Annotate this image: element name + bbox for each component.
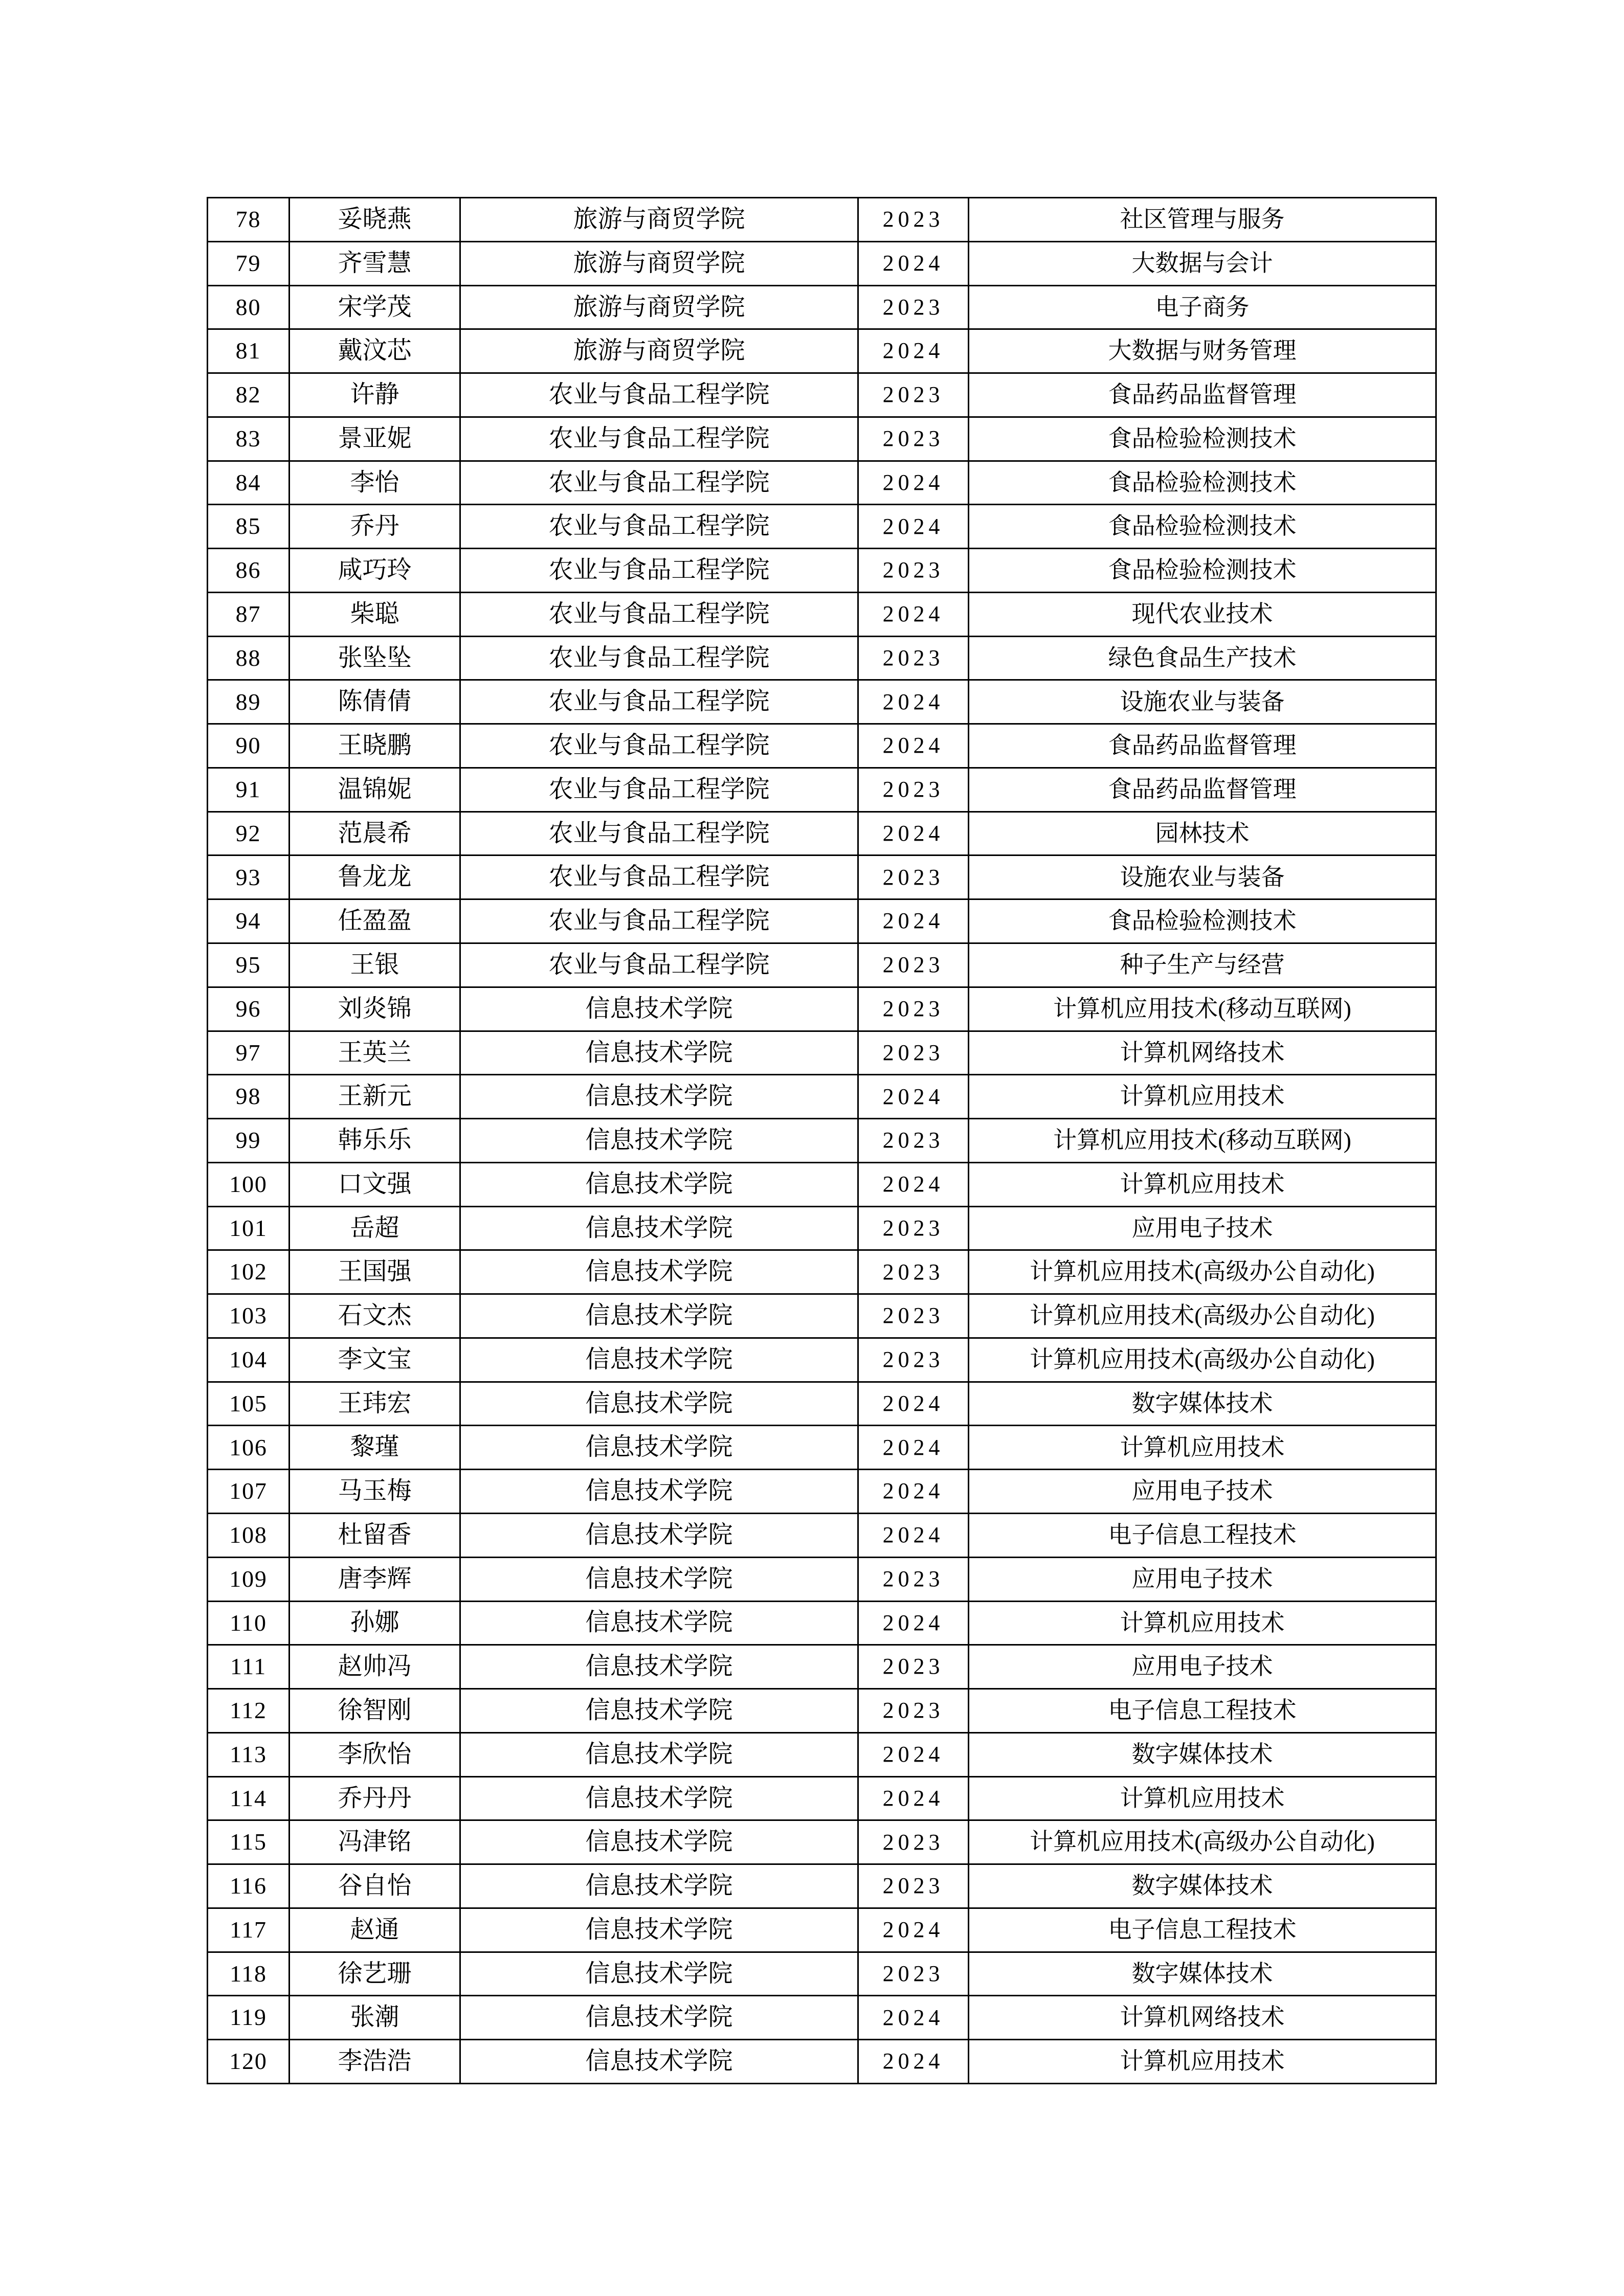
- cell-year: 2023: [858, 373, 969, 417]
- cell-major: 数字媒体技术: [969, 1952, 1436, 1996]
- table-row: [208, 1776, 1436, 1820]
- cell-major: 数字媒体技术: [969, 1382, 1436, 1426]
- cell-major: 计算机应用技术(移动互联网): [969, 987, 1436, 1031]
- cell-major: 计算机应用技术: [969, 1776, 1436, 1820]
- cell-name: 张坠坠: [290, 636, 460, 680]
- cell-major: 计算机应用技术(高级办公自动化): [969, 1250, 1436, 1294]
- cell-college: 农业与食品工程学院: [460, 943, 858, 987]
- table-row: [208, 1075, 1436, 1119]
- cell-name: 李怡: [290, 461, 460, 505]
- cell-major: 计算机应用技术(高级办公自动化): [969, 1338, 1436, 1382]
- cell-name: 孙娜: [290, 1601, 460, 1645]
- cell-year: 2023: [858, 1119, 969, 1163]
- cell-year: 2024: [858, 812, 969, 856]
- cell-college: 信息技术学院: [460, 1732, 858, 1776]
- table-row: [208, 285, 1436, 329]
- cell-major: 食品检验检测技术: [969, 417, 1436, 461]
- cell-name: 李浩浩: [290, 2040, 460, 2084]
- cell-no: 118: [208, 1952, 290, 1996]
- cell-year: 2023: [858, 1031, 969, 1075]
- cell-year: 2023: [858, 285, 969, 329]
- cell-year: 2024: [858, 1908, 969, 1952]
- cell-college: 信息技术学院: [460, 1689, 858, 1733]
- cell-year: 2023: [858, 856, 969, 899]
- cell-name: 范晨希: [290, 812, 460, 856]
- cell-college: 信息技术学院: [460, 1908, 858, 1952]
- cell-college: 信息技术学院: [460, 1206, 858, 1250]
- table-row: [208, 724, 1436, 768]
- cell-college: 信息技术学院: [460, 1031, 858, 1075]
- cell-major: 食品药品监督管理: [969, 768, 1436, 812]
- cell-year: 2023: [858, 1645, 969, 1689]
- cell-no: 84: [208, 461, 290, 505]
- cell-college: 信息技术学院: [460, 2040, 858, 2084]
- cell-no: 97: [208, 1031, 290, 1075]
- cell-college: 信息技术学院: [460, 1513, 858, 1557]
- table-row: [208, 1470, 1436, 1514]
- table-row: [208, 1908, 1436, 1952]
- cell-year: 2023: [858, 987, 969, 1031]
- cell-name: 张潮: [290, 1996, 460, 2040]
- cell-college: 信息技术学院: [460, 1470, 858, 1514]
- cell-major: 绿色食品生产技术: [969, 636, 1436, 680]
- cell-no: 107: [208, 1470, 290, 1514]
- cell-major: 计算机应用技术: [969, 1601, 1436, 1645]
- cell-year: 2024: [858, 241, 969, 285]
- cell-major: 电子信息工程技术: [969, 1513, 1436, 1557]
- cell-major: 种子生产与经营: [969, 943, 1436, 987]
- cell-no: 80: [208, 285, 290, 329]
- cell-year: 2024: [858, 1513, 969, 1557]
- cell-year: 2023: [858, 1689, 969, 1733]
- table-row: [208, 1119, 1436, 1163]
- cell-name: 赵通: [290, 1908, 460, 1952]
- cell-name: 冯津铭: [290, 1820, 460, 1864]
- cell-college: 信息技术学院: [460, 1338, 858, 1382]
- cell-name: 乔丹丹: [290, 1776, 460, 1820]
- cell-year: 2023: [858, 1820, 969, 1864]
- cell-no: 115: [208, 1820, 290, 1864]
- cell-no: 82: [208, 373, 290, 417]
- cell-name: 谷自怡: [290, 1864, 460, 1908]
- cell-name: 王国强: [290, 1250, 460, 1294]
- cell-major: 电子信息工程技术: [969, 1689, 1436, 1733]
- cell-name: 唐李辉: [290, 1557, 460, 1601]
- cell-year: 2024: [858, 1426, 969, 1470]
- cell-major: 计算机应用技术: [969, 1075, 1436, 1119]
- cell-major: 食品检验检测技术: [969, 899, 1436, 943]
- cell-no: 113: [208, 1732, 290, 1776]
- table-row: [208, 987, 1436, 1031]
- cell-major: 计算机网络技术: [969, 1031, 1436, 1075]
- cell-no: 87: [208, 592, 290, 636]
- cell-college: 信息技术学院: [460, 1382, 858, 1426]
- table-row: [208, 1426, 1436, 1470]
- cell-name: 乔丹: [290, 505, 460, 549]
- cell-college: 农业与食品工程学院: [460, 768, 858, 812]
- table-row: [208, 241, 1436, 285]
- cell-name: 戴汶芯: [290, 329, 460, 373]
- cell-college: 农业与食品工程学院: [460, 461, 858, 505]
- cell-college: 农业与食品工程学院: [460, 636, 858, 680]
- cell-no: 119: [208, 1996, 290, 2040]
- table-row: [208, 856, 1436, 899]
- cell-college: 农业与食品工程学院: [460, 724, 858, 768]
- cell-college: 旅游与商贸学院: [460, 329, 858, 373]
- cell-major: 食品检验检测技术: [969, 461, 1436, 505]
- roster-table-body: [208, 198, 1436, 2084]
- cell-name: 刘炎锦: [290, 987, 460, 1031]
- cell-college: 信息技术学院: [460, 1119, 858, 1163]
- cell-major: 应用电子技术: [969, 1470, 1436, 1514]
- cell-no: 79: [208, 241, 290, 285]
- cell-college: 农业与食品工程学院: [460, 592, 858, 636]
- table-row: [208, 549, 1436, 593]
- cell-college: 信息技术学院: [460, 1294, 858, 1338]
- cell-major: 计算机应用技术: [969, 2040, 1436, 2084]
- table-row: [208, 1996, 1436, 2040]
- cell-name: 李文宝: [290, 1338, 460, 1382]
- cell-college: 农业与食品工程学院: [460, 899, 858, 943]
- cell-name: 许静: [290, 373, 460, 417]
- cell-major: 计算机应用技术(高级办公自动化): [969, 1294, 1436, 1338]
- table-row: [208, 1732, 1436, 1776]
- cell-no: 93: [208, 856, 290, 899]
- cell-major: 食品检验检测技术: [969, 505, 1436, 549]
- table-row: [208, 1338, 1436, 1382]
- table-row: [208, 636, 1436, 680]
- table-row: [208, 1294, 1436, 1338]
- cell-no: 109: [208, 1557, 290, 1601]
- cell-year: 2024: [858, 329, 969, 373]
- cell-name: 赵帅冯: [290, 1645, 460, 1689]
- cell-major: 应用电子技术: [969, 1206, 1436, 1250]
- table-row: [208, 768, 1436, 812]
- cell-college: 信息技术学院: [460, 1426, 858, 1470]
- cell-college: 农业与食品工程学院: [460, 812, 858, 856]
- cell-no: 110: [208, 1601, 290, 1645]
- cell-no: 90: [208, 724, 290, 768]
- cell-major: 食品药品监督管理: [969, 724, 1436, 768]
- cell-year: 2024: [858, 680, 969, 724]
- cell-name: 宋学茂: [290, 285, 460, 329]
- cell-no: 116: [208, 1864, 290, 1908]
- cell-no: 83: [208, 417, 290, 461]
- cell-year: 2023: [858, 1864, 969, 1908]
- table-row: [208, 1952, 1436, 1996]
- cell-no: 106: [208, 1426, 290, 1470]
- cell-year: 2023: [858, 198, 969, 242]
- table-row: [208, 198, 1436, 242]
- cell-name: 景亚妮: [290, 417, 460, 461]
- cell-year: 2023: [858, 1294, 969, 1338]
- cell-no: 102: [208, 1250, 290, 1294]
- cell-major: 食品检验检测技术: [969, 549, 1436, 593]
- table-row: [208, 329, 1436, 373]
- cell-year: 2023: [858, 943, 969, 987]
- cell-year: 2023: [858, 1338, 969, 1382]
- cell-major: 园林技术: [969, 812, 1436, 856]
- table-row: [208, 680, 1436, 724]
- table-row: [208, 1864, 1436, 1908]
- cell-name: 徐智刚: [290, 1689, 460, 1733]
- cell-name: 杜留香: [290, 1513, 460, 1557]
- cell-year: 2024: [858, 2040, 969, 2084]
- cell-major: 电子商务: [969, 285, 1436, 329]
- cell-name: 王银: [290, 943, 460, 987]
- cell-no: 103: [208, 1294, 290, 1338]
- cell-no: 100: [208, 1162, 290, 1206]
- cell-name: 任盈盈: [290, 899, 460, 943]
- table-row: [208, 1557, 1436, 1601]
- cell-major: 大数据与会计: [969, 241, 1436, 285]
- cell-name: 妥晓燕: [290, 198, 460, 242]
- cell-college: 信息技术学院: [460, 1162, 858, 1206]
- cell-no: 78: [208, 198, 290, 242]
- cell-no: 91: [208, 768, 290, 812]
- cell-name: 柴聪: [290, 592, 460, 636]
- table-row: [208, 461, 1436, 505]
- table-row: [208, 1162, 1436, 1206]
- cell-college: 农业与食品工程学院: [460, 856, 858, 899]
- cell-college: 信息技术学院: [460, 1250, 858, 1294]
- cell-major: 计算机应用技术(移动互联网): [969, 1119, 1436, 1163]
- cell-no: 95: [208, 943, 290, 987]
- cell-college: 农业与食品工程学院: [460, 549, 858, 593]
- cell-major: 数字媒体技术: [969, 1732, 1436, 1776]
- cell-year: 2023: [858, 1250, 969, 1294]
- cell-name: 鲁龙龙: [290, 856, 460, 899]
- cell-year: 2024: [858, 461, 969, 505]
- cell-year: 2024: [858, 1075, 969, 1119]
- cell-no: 101: [208, 1206, 290, 1250]
- table-row: [208, 1601, 1436, 1645]
- cell-name: 徐艺珊: [290, 1952, 460, 1996]
- cell-college: 农业与食品工程学院: [460, 680, 858, 724]
- cell-name: 岳超: [290, 1206, 460, 1250]
- table-row: [208, 1031, 1436, 1075]
- table-row: [208, 505, 1436, 549]
- cell-year: 2024: [858, 1996, 969, 2040]
- cell-year: 2023: [858, 1557, 969, 1601]
- table-row: [208, 592, 1436, 636]
- cell-year: 2023: [858, 549, 969, 593]
- cell-no: 104: [208, 1338, 290, 1382]
- cell-college: 旅游与商贸学院: [460, 285, 858, 329]
- cell-year: 2024: [858, 1382, 969, 1426]
- table-row: [208, 812, 1436, 856]
- cell-name: 王新元: [290, 1075, 460, 1119]
- table-row: [208, 1250, 1436, 1294]
- cell-year: 2024: [858, 592, 969, 636]
- cell-name: 马玉梅: [290, 1470, 460, 1514]
- cell-major: 应用电子技术: [969, 1645, 1436, 1689]
- cell-year: 2024: [858, 1732, 969, 1776]
- table-row: [208, 1689, 1436, 1733]
- cell-year: 2023: [858, 768, 969, 812]
- cell-major: 计算机网络技术: [969, 1996, 1436, 2040]
- cell-name: 石文杰: [290, 1294, 460, 1338]
- cell-name: 王玮宏: [290, 1382, 460, 1426]
- table-row: [208, 943, 1436, 987]
- cell-year: 2024: [858, 1162, 969, 1206]
- cell-name: 齐雪慧: [290, 241, 460, 285]
- cell-name: 口文强: [290, 1162, 460, 1206]
- cell-no: 94: [208, 899, 290, 943]
- cell-college: 信息技术学院: [460, 1776, 858, 1820]
- cell-college: 信息技术学院: [460, 1601, 858, 1645]
- cell-major: 计算机应用技术: [969, 1162, 1436, 1206]
- cell-major: 现代农业技术: [969, 592, 1436, 636]
- cell-major: 设施农业与装备: [969, 680, 1436, 724]
- cell-name: 咸巧玲: [290, 549, 460, 593]
- table-row: [208, 1645, 1436, 1689]
- cell-college: 旅游与商贸学院: [460, 198, 858, 242]
- cell-major: 应用电子技术: [969, 1557, 1436, 1601]
- table-row: [208, 1820, 1436, 1864]
- cell-major: 食品药品监督管理: [969, 373, 1436, 417]
- cell-no: 88: [208, 636, 290, 680]
- cell-college: 信息技术学院: [460, 1075, 858, 1119]
- cell-no: 92: [208, 812, 290, 856]
- cell-major: 设施农业与装备: [969, 856, 1436, 899]
- cell-college: 信息技术学院: [460, 1864, 858, 1908]
- cell-no: 120: [208, 2040, 290, 2084]
- cell-year: 2024: [858, 899, 969, 943]
- cell-name: 王英兰: [290, 1031, 460, 1075]
- cell-no: 96: [208, 987, 290, 1031]
- cell-year: 2024: [858, 1470, 969, 1514]
- cell-no: 89: [208, 680, 290, 724]
- cell-college: 农业与食品工程学院: [460, 505, 858, 549]
- table-row: [208, 1513, 1436, 1557]
- cell-major: 电子信息工程技术: [969, 1908, 1436, 1952]
- cell-year: 2024: [858, 724, 969, 768]
- cell-college: 信息技术学院: [460, 987, 858, 1031]
- table-row: [208, 1382, 1436, 1426]
- cell-name: 温锦妮: [290, 768, 460, 812]
- cell-no: 86: [208, 549, 290, 593]
- cell-major: 计算机应用技术: [969, 1426, 1436, 1470]
- cell-college: 旅游与商贸学院: [460, 241, 858, 285]
- cell-year: 2024: [858, 1776, 969, 1820]
- table-row: [208, 2040, 1436, 2084]
- cell-college: 信息技术学院: [460, 1996, 858, 2040]
- cell-college: 信息技术学院: [460, 1557, 858, 1601]
- cell-name: 陈倩倩: [290, 680, 460, 724]
- table-row: [208, 899, 1436, 943]
- cell-no: 98: [208, 1075, 290, 1119]
- cell-name: 王晓鹏: [290, 724, 460, 768]
- cell-college: 农业与食品工程学院: [460, 373, 858, 417]
- cell-college: 农业与食品工程学院: [460, 417, 858, 461]
- cell-name: 韩乐乐: [290, 1119, 460, 1163]
- cell-no: 105: [208, 1382, 290, 1426]
- table-row: [208, 417, 1436, 461]
- cell-major: 社区管理与服务: [969, 198, 1436, 242]
- cell-year: 2023: [858, 1952, 969, 1996]
- cell-major: 数字媒体技术: [969, 1864, 1436, 1908]
- cell-no: 111: [208, 1645, 290, 1689]
- table-row: [208, 373, 1436, 417]
- cell-major: 大数据与财务管理: [969, 329, 1436, 373]
- cell-college: 信息技术学院: [460, 1645, 858, 1689]
- cell-no: 85: [208, 505, 290, 549]
- cell-no: 114: [208, 1776, 290, 1820]
- cell-college: 信息技术学院: [460, 1820, 858, 1864]
- cell-college: 信息技术学院: [460, 1952, 858, 1996]
- cell-year: 2024: [858, 1601, 969, 1645]
- cell-no: 108: [208, 1513, 290, 1557]
- cell-no: 81: [208, 329, 290, 373]
- student-roster-table: [207, 197, 1437, 2084]
- cell-year: 2023: [858, 1206, 969, 1250]
- table-row: [208, 1206, 1436, 1250]
- cell-no: 117: [208, 1908, 290, 1952]
- cell-year: 2023: [858, 417, 969, 461]
- cell-no: 112: [208, 1689, 290, 1733]
- cell-year: 2024: [858, 505, 969, 549]
- cell-major: 计算机应用技术(高级办公自动化): [969, 1820, 1436, 1864]
- cell-name: 李欣怡: [290, 1732, 460, 1776]
- cell-name: 黎瑾: [290, 1426, 460, 1470]
- cell-no: 99: [208, 1119, 290, 1163]
- cell-year: 2023: [858, 636, 969, 680]
